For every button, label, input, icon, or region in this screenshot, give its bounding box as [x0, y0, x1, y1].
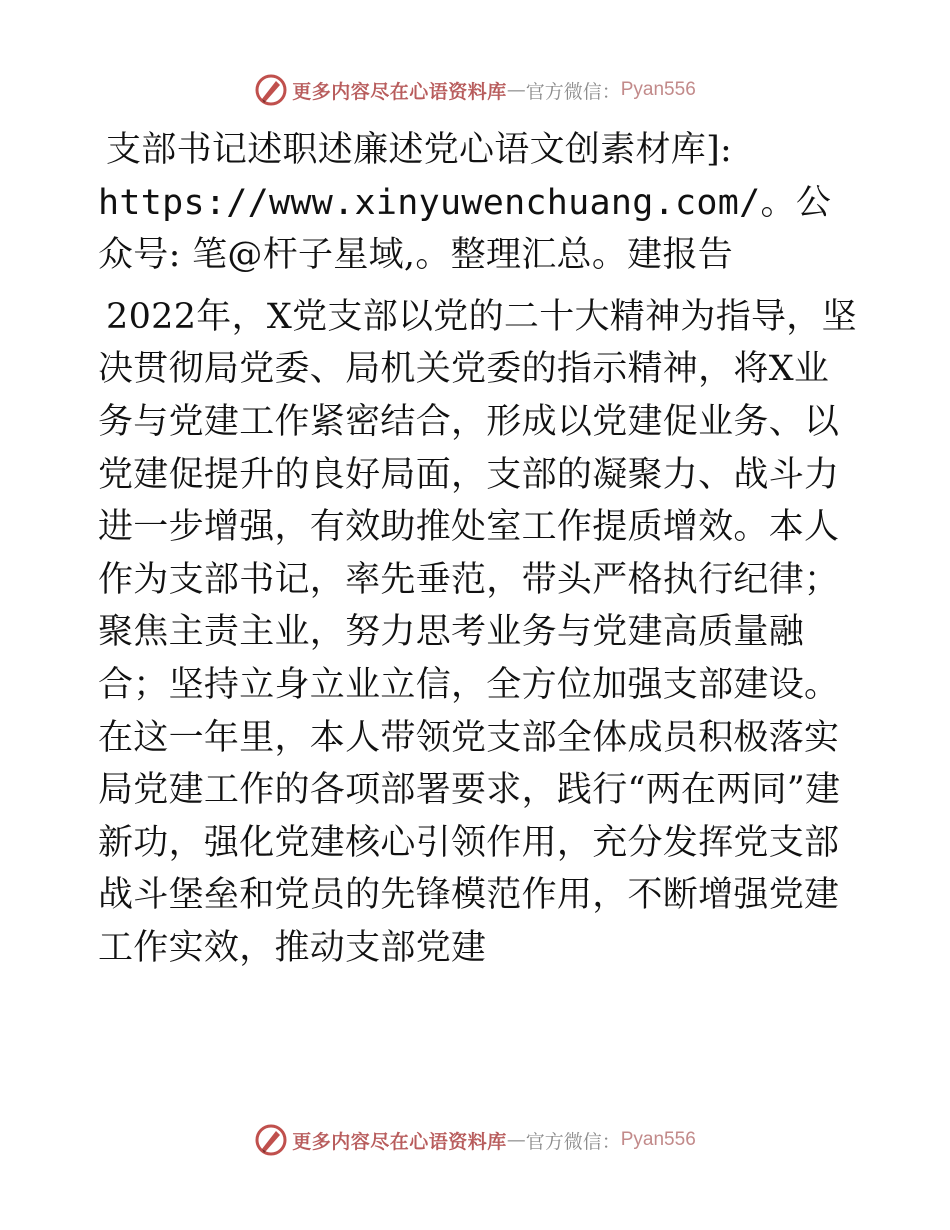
header-watermark-banner [0, 70, 950, 110]
wechat-id: Pyan556 [620, 1129, 696, 1150]
brand-text: 更多内容尽在心语资料库 [292, 80, 507, 103]
wechat-label: 官方微信： [525, 1130, 621, 1153]
pen-logo-icon [254, 73, 288, 107]
brand-text: 更多内容尽在心语资料库 [292, 1130, 507, 1153]
wechat-id: Pyan556 [620, 79, 696, 100]
intro-url-text: https://www.xinyuwenchuang.com/ [98, 182, 761, 223]
footer-watermark-banner [0, 1120, 950, 1160]
pen-logo-icon [254, 1123, 288, 1157]
intro-paragraph [98, 124, 858, 282]
wechat-label: 官方微信： [525, 80, 621, 103]
banner-dash: — [506, 1129, 526, 1151]
intro-title-text: 支部书记述职述廉述党心语文创素材库]: [106, 130, 733, 170]
body-paragraph: 2022年，X党支部以党的二十大精神为指导，坚决贯彻局党委、局机关党委的指示精神，将X业务与党建工作紧密结合，形成以党建促业务、以党建促提升的良好局面，支部的凝聚力、战斗力进一步增强，有效助推处室工作提质增效。本人作为支部书记，率先垂范，带头严格执行纪律；聚焦主责主业，努力思考业务与党建高质量融合；坚持立身立业立信，全方位加强支部建设。在这一年里，本人带领党支部全体成员积极落实局党建工作的各项部署要求，践行“两在两同”建新功，强化党建核心引领作用，充分发挥党支部战斗堡垒和党员的先锋模范作用，不断增强党建工作实效，推动支部党建 [98, 296, 857, 968]
intro-rest-text: 。公众号: 笔@杆子星域,。整理汇总。建报告 [98, 182, 832, 276]
document-body [98, 124, 858, 975]
banner-dash: — [506, 79, 526, 101]
